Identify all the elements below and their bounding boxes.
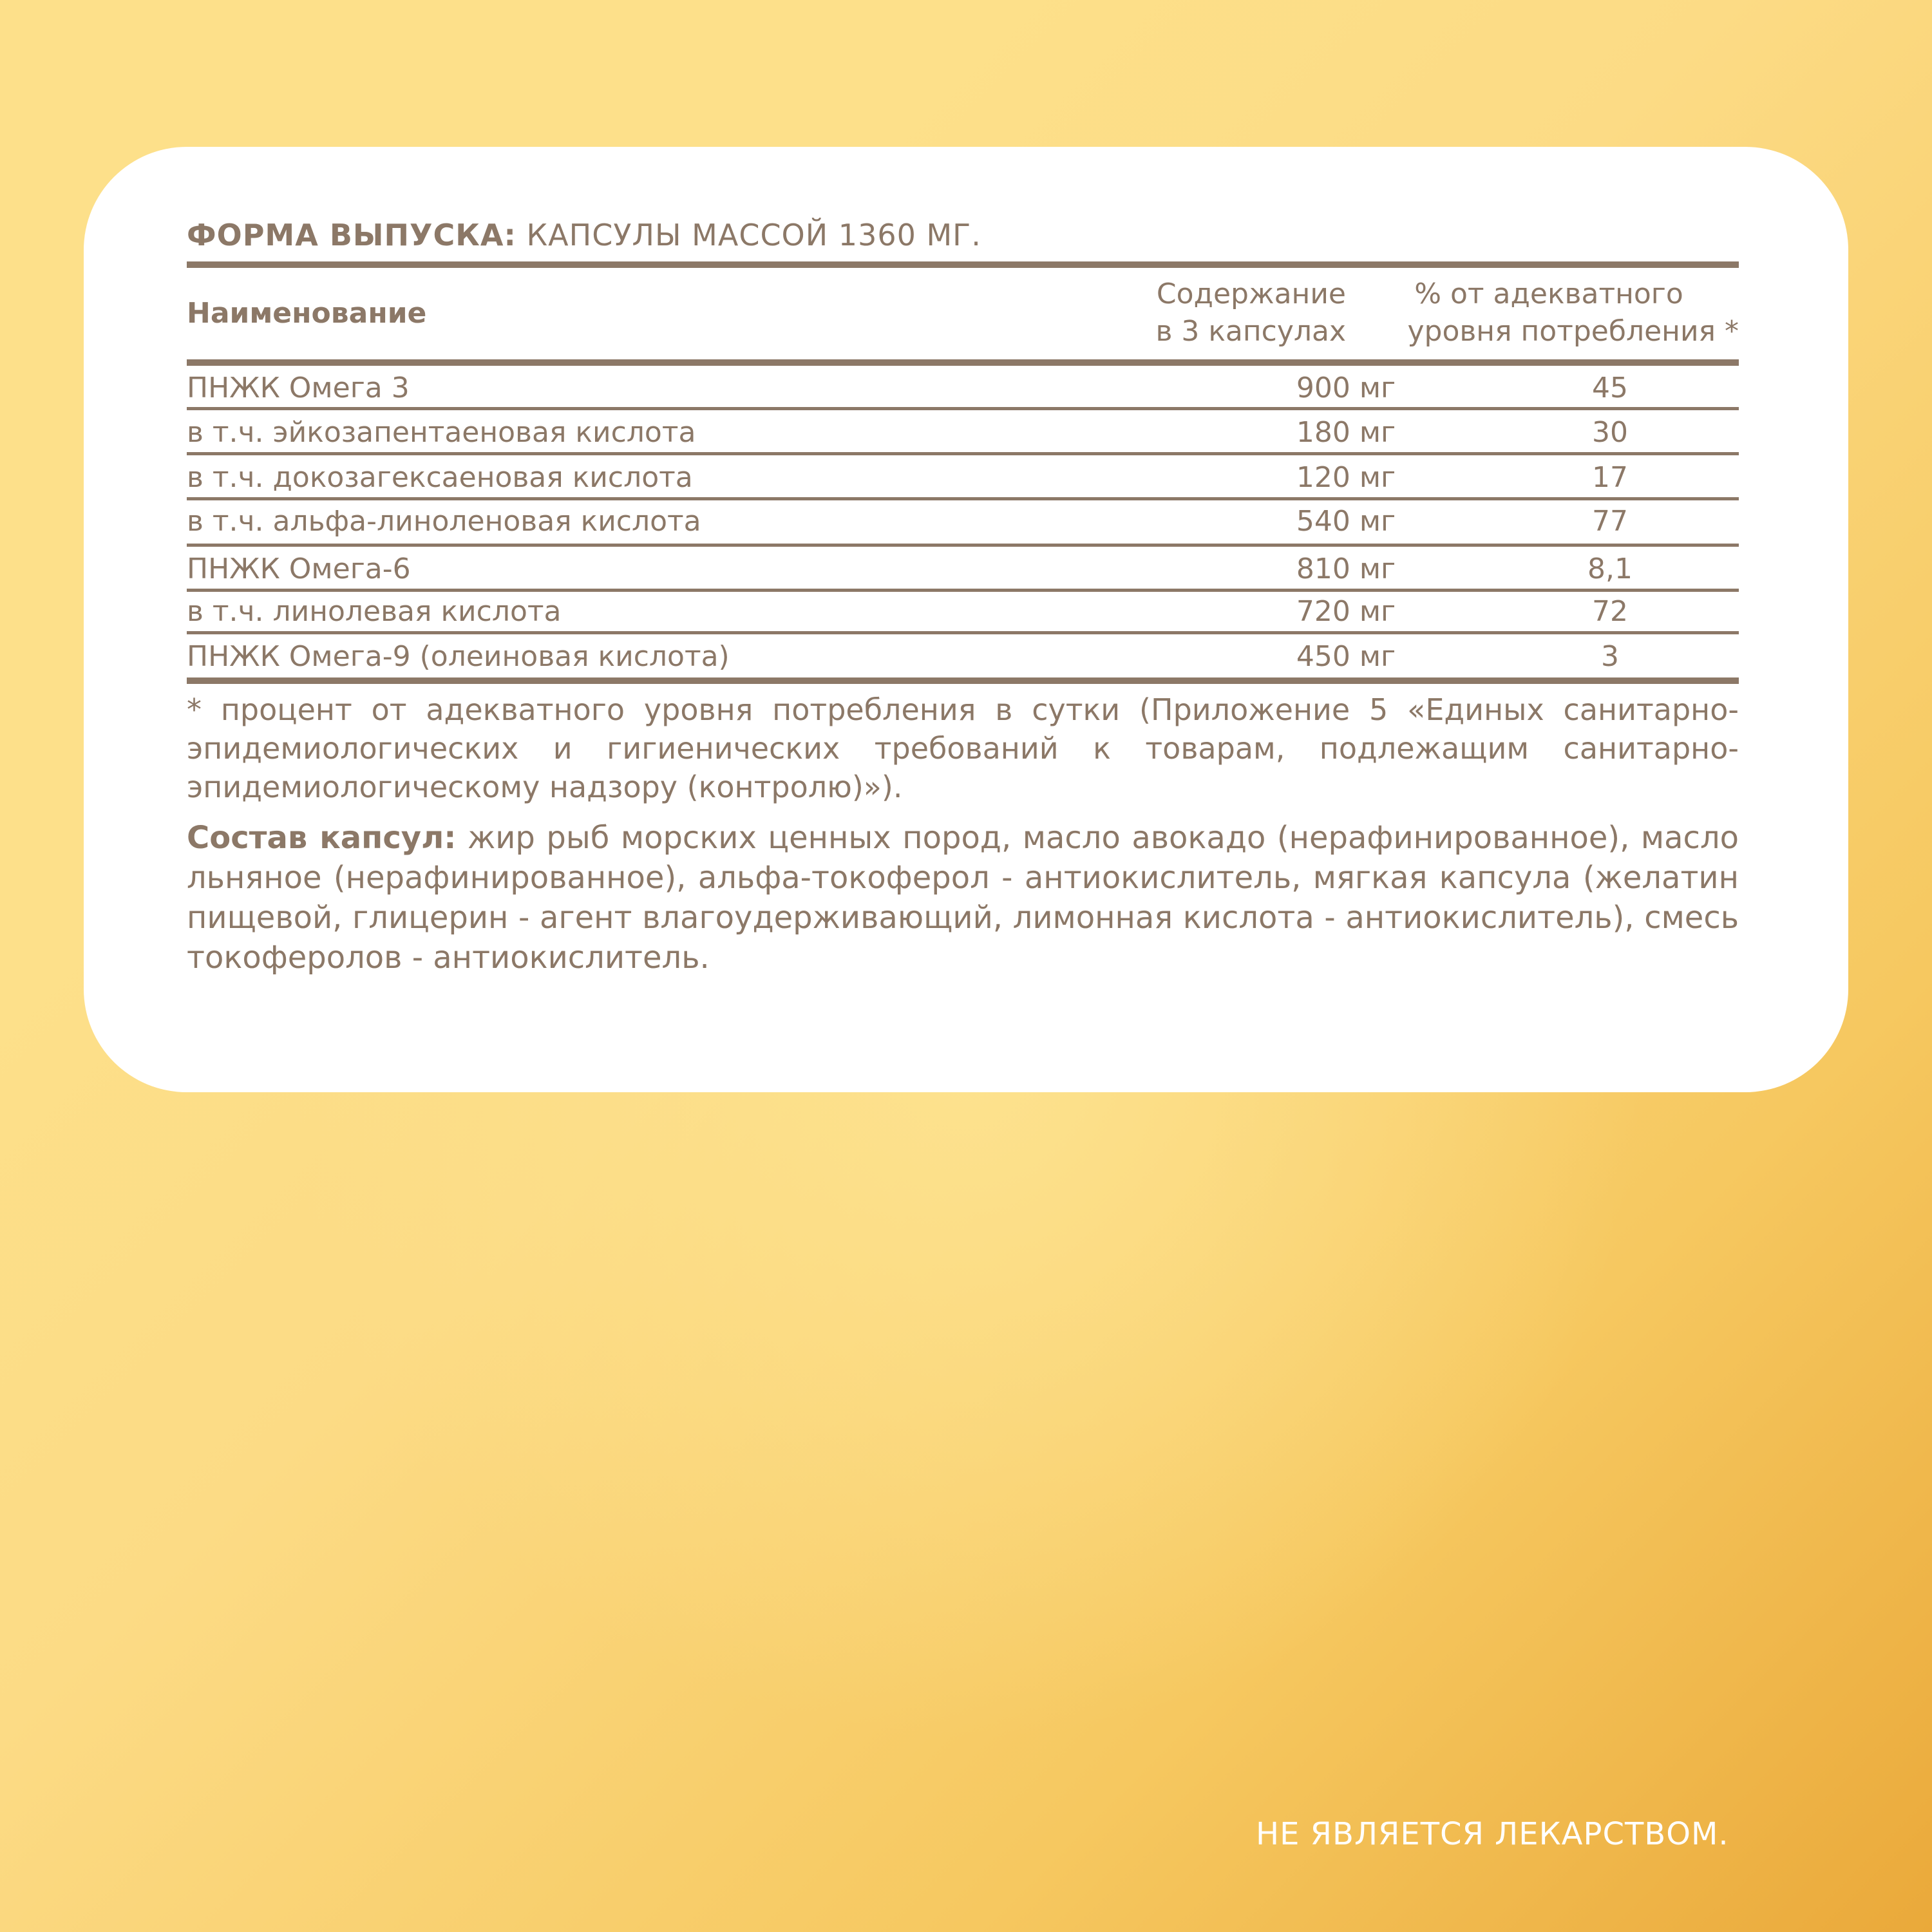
info-card bbox=[84, 147, 1848, 1092]
row-percent: 30 bbox=[1592, 416, 1628, 449]
table-row bbox=[187, 638, 1739, 676]
row-divider bbox=[187, 407, 1739, 410]
row-name: в т.ч. альфа-линоленовая кислота bbox=[187, 505, 701, 538]
composition-body: жир рыб морских ценных пород, масло авокадо (нерафинированное), масло льняное (нерафинированное), альфа-токоферол - антиокислитель, мягкая капсула (желатин пищевой, глицерин - агент влагоудерживающий, лимонная кислота - антиокислитель), смесь токоферолов - антиокислитель. bbox=[187, 820, 1739, 976]
table-row bbox=[187, 550, 1739, 589]
row-percent: 72 bbox=[1592, 595, 1628, 628]
row-name: ПНЖК Омега 3 bbox=[187, 372, 410, 404]
row-percent: 17 bbox=[1592, 461, 1628, 494]
row-percent: 45 bbox=[1592, 372, 1628, 404]
row-amount: 450 мг bbox=[1296, 640, 1396, 673]
row-amount: 720 мг bbox=[1296, 595, 1396, 628]
table-top-rule bbox=[187, 261, 1739, 268]
composition-text bbox=[187, 818, 1739, 978]
footnote: * процент от адекватного уровня потребления в сутки (Приложение 5 «Единых санитарно-эпидемиологических и гигиенических требований к товарам, подлежащим санитарно-эпидемиологическому надзору (контролю)»). bbox=[187, 692, 1739, 804]
table-row bbox=[187, 459, 1739, 497]
row-name: ПНЖК Омега-6 bbox=[187, 553, 411, 585]
release-form-value: КАПСУЛЫ МАССОЙ 1360 МГ. bbox=[516, 218, 981, 252]
table-bottom-rule bbox=[187, 677, 1739, 684]
column-header-amount-line1: Содержание bbox=[1156, 278, 1346, 310]
row-divider bbox=[187, 544, 1739, 547]
column-header-amount-line2: в 3 капсулах bbox=[1155, 315, 1346, 348]
row-amount: 120 мг bbox=[1296, 461, 1396, 494]
row-percent: 77 bbox=[1592, 505, 1628, 538]
disclaimer: НЕ ЯВЛЯЕТСЯ ЛЕКАРСТВОМ. bbox=[1256, 1816, 1729, 1852]
row-name: ПНЖК Омега-9 (олеиновая кислота) bbox=[187, 640, 730, 673]
table-row bbox=[187, 592, 1739, 631]
row-divider bbox=[187, 497, 1739, 500]
table-header-rule bbox=[187, 359, 1739, 366]
row-amount: 180 мг bbox=[1296, 416, 1396, 449]
table-row bbox=[187, 413, 1739, 452]
row-divider bbox=[187, 589, 1739, 592]
column-header-percent bbox=[1359, 276, 1739, 350]
row-name: в т.ч. линолевая кислота bbox=[187, 595, 562, 628]
table-row bbox=[187, 369, 1739, 408]
table-row bbox=[187, 502, 1739, 541]
column-header-amount bbox=[1153, 276, 1346, 350]
composition-label: Состав капсул: bbox=[187, 820, 457, 856]
release-form-label: ФОРМА ВЫПУСКА: bbox=[187, 218, 516, 252]
column-header-percent-line1: % от адекватного bbox=[1414, 278, 1683, 310]
row-amount: 810 мг bbox=[1296, 553, 1396, 585]
row-amount: 540 мг bbox=[1296, 505, 1396, 538]
row-percent: 3 bbox=[1601, 640, 1619, 673]
row-percent: 8,1 bbox=[1587, 553, 1633, 585]
column-header-name: Наименование bbox=[187, 297, 427, 330]
column-header-percent-line2: уровня потребления * bbox=[1407, 315, 1739, 348]
row-divider bbox=[187, 631, 1739, 634]
row-divider bbox=[187, 452, 1739, 455]
row-name: в т.ч. эйкозапентаеновая кислота bbox=[187, 416, 696, 449]
row-amount: 900 мг bbox=[1296, 372, 1396, 404]
release-form-heading bbox=[187, 218, 981, 252]
row-name: в т.ч. докозагексаеновая кислота bbox=[187, 461, 693, 494]
